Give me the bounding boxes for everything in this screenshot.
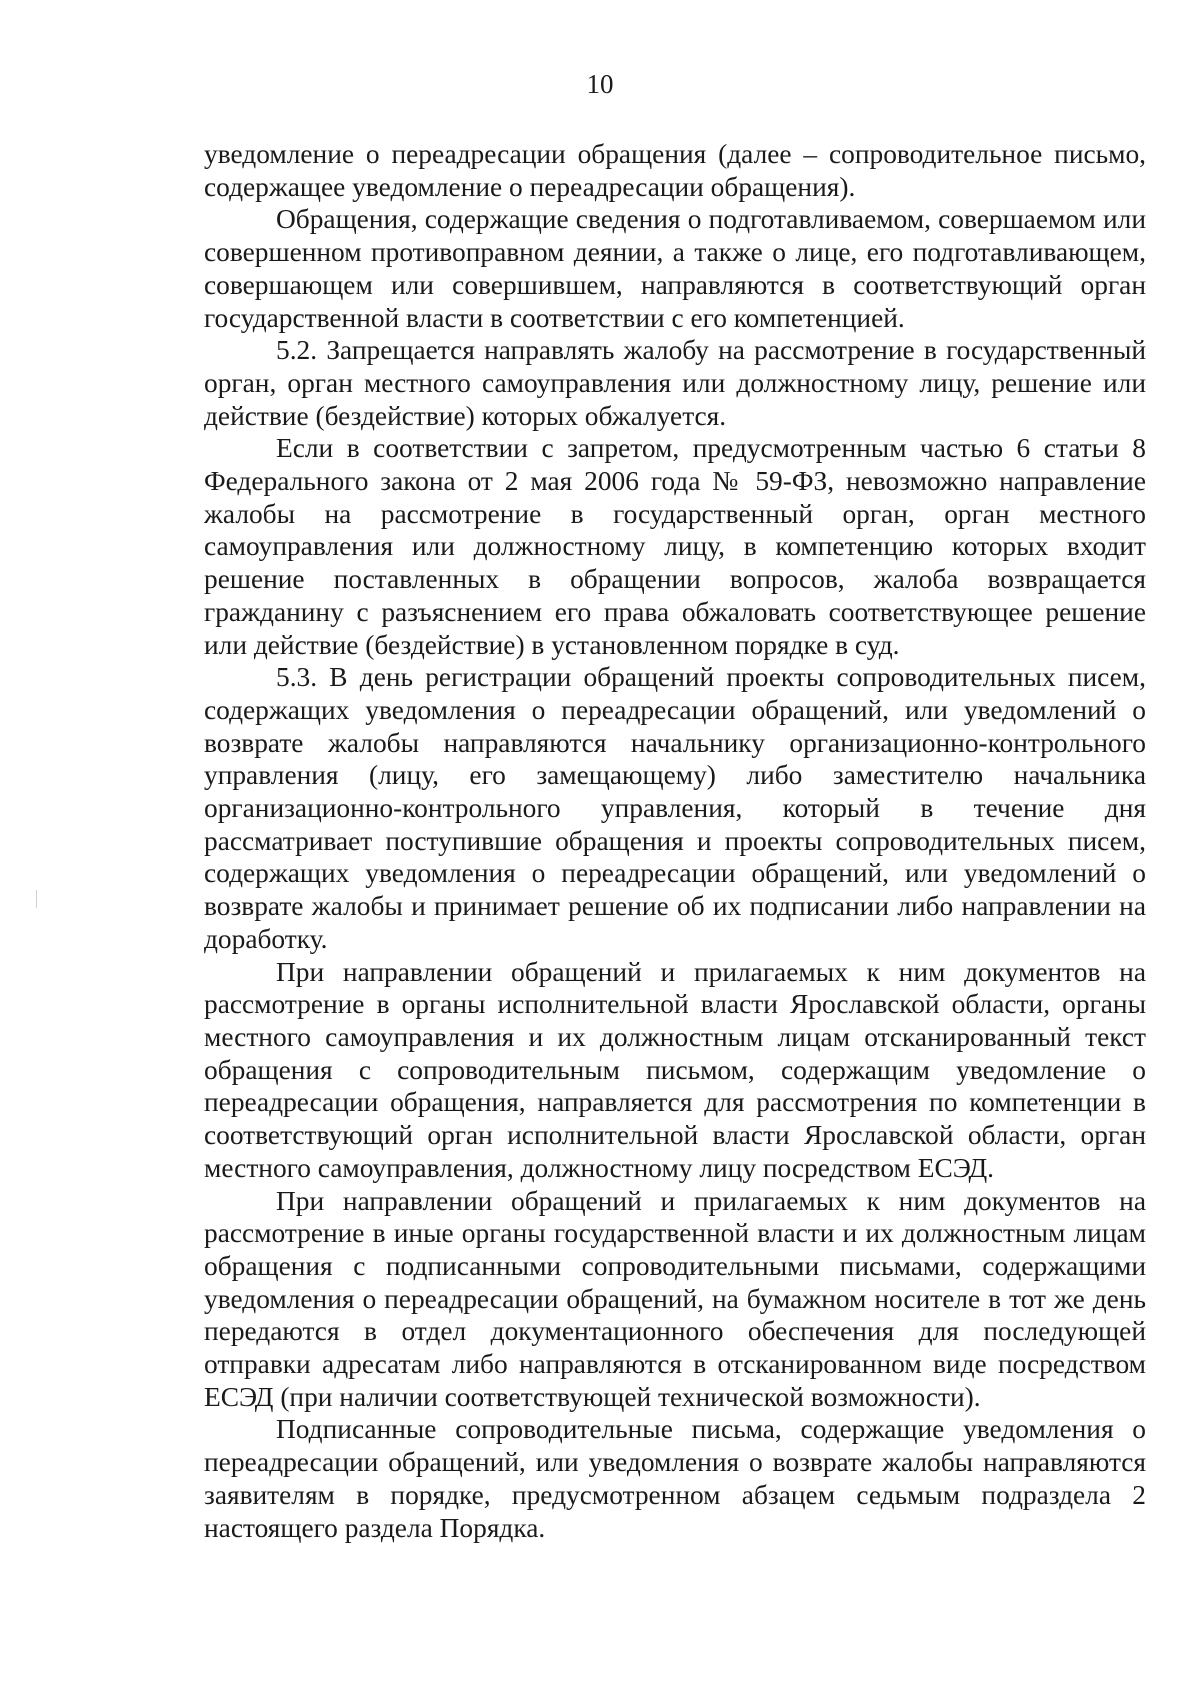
scan-margin-mark <box>36 890 37 908</box>
paragraph-5-3-registration: 5.3. В день регистрации обращений проекты сопроводительных писем, содержащих уведомления о переадресации обращений, или уведомлений о возврате жалобы направляются начальнику организационно-контрольного управления (лицу, его замещающему) либо заместителю начальника организационно-контрольного управления, который в течение дня рассматривает поступившие обращения и проекты сопроводительных писем, содержащих уведомления о переадресации обращений, или уведомлений о возврате жалобы и принимает решение об их подписании либо направлении на доработку. <box>204 662 1146 954</box>
paragraph-signed-letters: Подписанные сопроводительные письма, содержащие уведомления о переадресации обращений, или уведомления о возврате жалобы направляются заявителям в порядке, предусмотренном абзацем седьмым подраздела 2 настоящего раздела Порядка. <box>204 1414 1146 1543</box>
paragraph-complaint-return: Если в соответствии с запретом, предусмотренным частью 6 статьи 8 Федерального закона от 2 мая 2006 года № 59-ФЗ, невозможно направление жалобы на рассмотрение в государственный орган, орган местного самоуправления или должностному лицу, в компетенцию которых входит решение поставленных в обращении вопросов, жалоба возвращается гражданину с разъяснением его права обжаловать соответствующее решение или действие (бездействие) в установленном порядке в суд. <box>204 433 1146 660</box>
paragraph-continuation: уведомление о переадресации обращения (далее – сопроводительное письмо, содержащее уведомление о переадресации обращения). <box>204 139 1146 202</box>
page-number: 10 <box>586 69 614 99</box>
paragraph-5-2-prohibition: 5.2. Запрещается направлять жалобу на рассмотрение в государственный орган, орган местного самоуправления или должностному лицу, решение или действие (бездействие) которых обжалуется. <box>204 335 1146 431</box>
paragraph-appeals-criminal-info: Обращения, содержащие сведения о подготавливаемом, совершаемом или совершенном противоправном деянии, а также о лице, его подготавливающем, совершающем или совершившем, направляются в соответствующий орган государственной власти в соответствии с его компетенцией. <box>204 204 1146 333</box>
paragraph-esed-forwarding: При направлении обращений и прилагаемых к ним документов на рассмотрение в органы исполнительной власти Ярославской области, органы местного самоуправления и их должностным лицам отсканированный текст обращения с сопроводительным письмом, содержащим уведомление о переадресации обращения, направляется для рассмотрения по компетенции в соответствующий орган исполнительной власти Ярославской области, орган местного самоуправления, должностному лицу посредством ЕСЭД. <box>204 956 1146 1183</box>
paragraph-paper-forwarding: При направлении обращений и прилагаемых к ним документов на рассмотрение в иные органы государственной власти и их должностным лицам обращения с подписанными сопроводительными письмами, содержащими уведомления о переадресации обращений, на бумажном носителе в тот же день передаются в отдел документационного обеспечения для последующей отправки адресатам либо направляются в отсканированном виде посредством ЕСЭД (при наличии соответствующей технической возможности). <box>204 1185 1146 1412</box>
document-body <box>204 138 1146 1544</box>
